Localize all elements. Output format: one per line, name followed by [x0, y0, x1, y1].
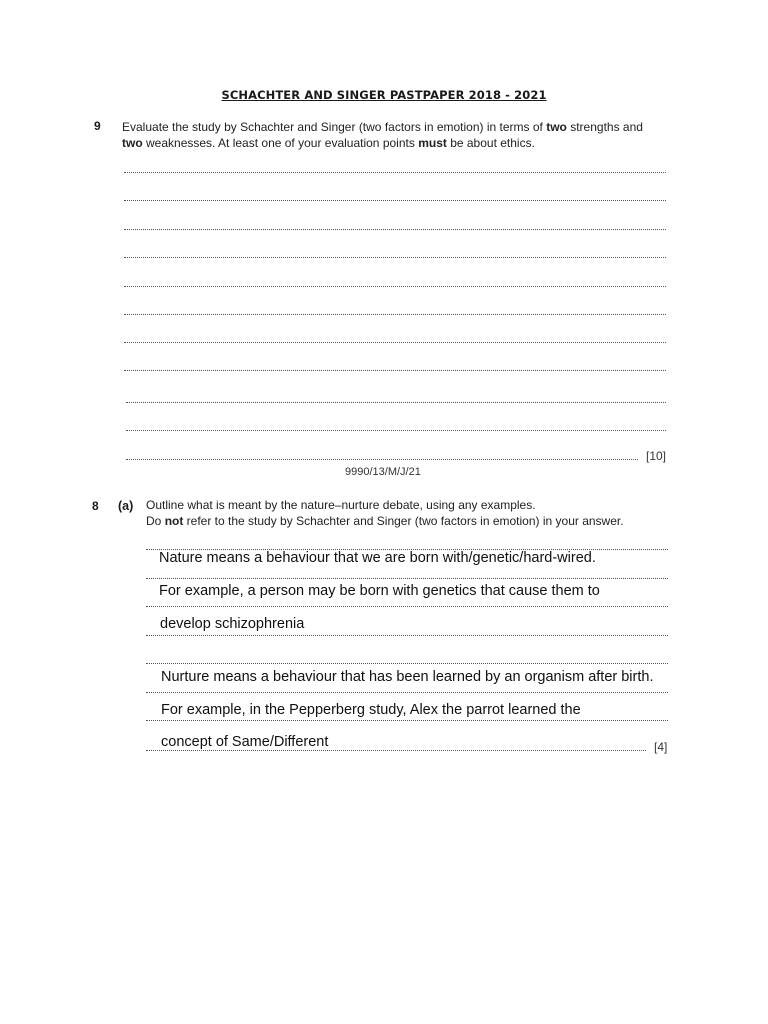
answer-text: For example, in the Pepperberg study, Alex the parrot learned the — [161, 702, 581, 718]
q9-line2-bold2: must — [418, 136, 447, 150]
answer-line[interactable] — [124, 342, 666, 343]
answer-line[interactable] — [124, 229, 666, 230]
answer-line[interactable] — [126, 430, 666, 431]
q9-line1-end: strengths and — [566, 120, 643, 134]
paper-reference-code: 9990/13/M/J/21 — [345, 466, 421, 478]
answer-text: Nature means a behaviour that we are born with/genetic/hard-wired. — [159, 550, 596, 566]
answer-line[interactable] — [126, 459, 638, 460]
answer-line[interactable] — [146, 750, 646, 751]
q8-line2-start: Do — [146, 514, 165, 528]
q9-line1-text: Evaluate the study by Schachter and Singer (two factors in emotion) in terms of — [122, 120, 547, 134]
q8-line1: Outline what is meant by the nature–nurture debate, using any examples. — [146, 498, 536, 512]
answer-line[interactable] — [124, 370, 666, 371]
question-8-number: 8 — [92, 499, 99, 513]
q9-line2-bold1: two — [122, 136, 143, 150]
question-8-marks: [4] — [654, 740, 668, 754]
answer-line[interactable] — [146, 578, 668, 579]
q8-line2-bold: not — [164, 514, 184, 528]
answer-line[interactable] — [126, 402, 666, 403]
question-8-part: (a) — [118, 499, 134, 513]
answer-line[interactable] — [146, 663, 668, 664]
answer-line[interactable] — [146, 635, 668, 636]
q9-line2-end: be about ethics. — [446, 136, 535, 150]
page-title: SCHACHTER AND SINGER PASTPAPER 2018 - 2021 — [221, 88, 547, 102]
answer-line[interactable] — [146, 606, 668, 607]
q9-line2-mid: weaknesses. At least one of your evaluation points — [142, 136, 419, 150]
answer-text: For example, a person may be born with genetics that cause them to — [159, 583, 600, 599]
question-9-number: 9 — [94, 119, 101, 133]
answer-line[interactable] — [124, 200, 666, 201]
question-9-marks: [10] — [646, 449, 667, 463]
answer-line[interactable] — [146, 692, 668, 693]
answer-line[interactable] — [124, 286, 666, 287]
answer-line[interactable] — [124, 172, 666, 173]
q9-line1-bold: two — [546, 120, 567, 134]
answer-line[interactable] — [124, 257, 666, 258]
answer-line[interactable] — [124, 314, 666, 315]
answer-line[interactable] — [146, 720, 668, 721]
answer-text: develop schizophrenia — [160, 616, 305, 632]
question-9-text — [122, 119, 682, 151]
q8-line2-end: refer to the study by Schachter and Singer (two factors in emotion) in your answer. — [183, 514, 624, 528]
answer-text: Nurture means a behaviour that has been learned by an organism after birth. — [161, 669, 654, 685]
answer-text: concept of Same/Different — [161, 734, 329, 750]
question-8-text — [146, 497, 686, 529]
